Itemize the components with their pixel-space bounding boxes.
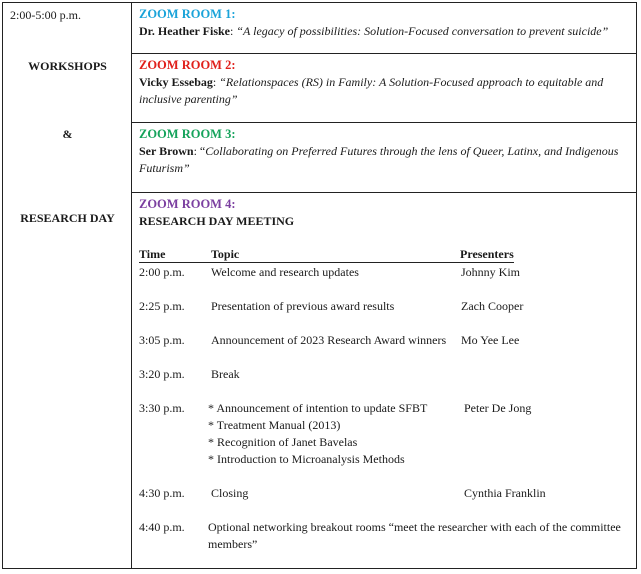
ampersand-label: & (62, 127, 73, 141)
topic-line: Optional networking breakout rooms “meet the researcher with each of the committee (208, 520, 621, 534)
talk-title: “A legacy of possibilities: Solution-Focused conversation to prevent suicide” (236, 24, 609, 38)
row-presenter: Peter De Jong (464, 401, 532, 415)
row-time: 2:00 p.m. (139, 265, 185, 279)
row-presenter: Mo Yee Lee (461, 333, 520, 347)
zoom-room-1-session (139, 23, 629, 40)
topic-line: * Introduction to Microanalysis Methods (208, 452, 405, 466)
zoom-room-2-session (139, 74, 629, 108)
row-topic: Break (211, 367, 240, 381)
row-topic: Closing (211, 486, 249, 500)
zoom-room-2-cell (132, 54, 636, 123)
header-topic: Topic (211, 247, 240, 261)
row-time: 3:20 p.m. (139, 367, 185, 381)
topic-line: members” (208, 537, 258, 551)
row-time: 2:25 p.m. (139, 299, 185, 313)
research-day-label: RESEARCH DAY (20, 211, 115, 225)
workshops-label: WORKSHOPS (28, 59, 107, 73)
header-divider (139, 262, 514, 263)
separator: : (212, 75, 220, 89)
zoom-room-4-cell (132, 193, 636, 568)
row-time: 4:40 p.m. (139, 520, 185, 534)
header-time: Time (139, 247, 166, 261)
talk-title: Collaborating on Preferred Futures through the lens of Queer, Latinx, and Indigenous Futurism” (139, 144, 619, 175)
topic-line: * Treatment Manual (2013) (208, 418, 341, 432)
zoom-room-2-title: ZOOM ROOM 2: (139, 58, 236, 72)
zoom-room-3-session (139, 143, 629, 177)
zoom-room-4-title: ZOOM ROOM 4: (139, 197, 236, 211)
row-presenter: Zach Cooper (461, 299, 524, 313)
schedule-table (2, 2, 637, 569)
row-topic (208, 400, 427, 468)
row-presenter: Cynthia Franklin (464, 486, 546, 500)
meeting-title: RESEARCH DAY MEETING (139, 214, 295, 228)
presenter-name: Vicky Essebag (139, 75, 213, 89)
presenter-name: Dr. Heather Fiske (139, 24, 230, 38)
talk-title: “Relationspaces (RS) in Family: A Solution-Focused approach to equitable and inclusive parenting” (139, 75, 604, 106)
separator: : (230, 24, 237, 38)
row-topic: Announcement of 2023 Research Award winners (211, 333, 447, 347)
header-presenters: Presenters (460, 247, 514, 261)
session-time: 2:00-5:00 p.m. (10, 8, 81, 22)
row-topic: Presentation of previous award results (211, 299, 395, 313)
row-topic (208, 519, 628, 553)
left-column (3, 3, 132, 568)
separator: : “ (193, 144, 206, 158)
row-time: 3:30 p.m. (139, 401, 185, 415)
zoom-room-3-cell (132, 123, 636, 193)
row-presenter: Johnny Kim (461, 265, 521, 279)
presenter-name: Ser Brown (139, 144, 194, 158)
topic-line: * Announcement of intention to update SFBT (208, 401, 428, 415)
row-time: 4:30 p.m. (139, 486, 185, 500)
row-topic: Welcome and research updates (211, 265, 359, 279)
zoom-room-1-cell (132, 3, 636, 54)
zoom-room-3-title: ZOOM ROOM 3: (139, 127, 236, 141)
zoom-room-1-title: ZOOM ROOM 1: (139, 7, 236, 21)
row-time: 3:05 p.m. (139, 333, 185, 347)
topic-line: * Recognition of Janet Bavelas (208, 435, 358, 449)
